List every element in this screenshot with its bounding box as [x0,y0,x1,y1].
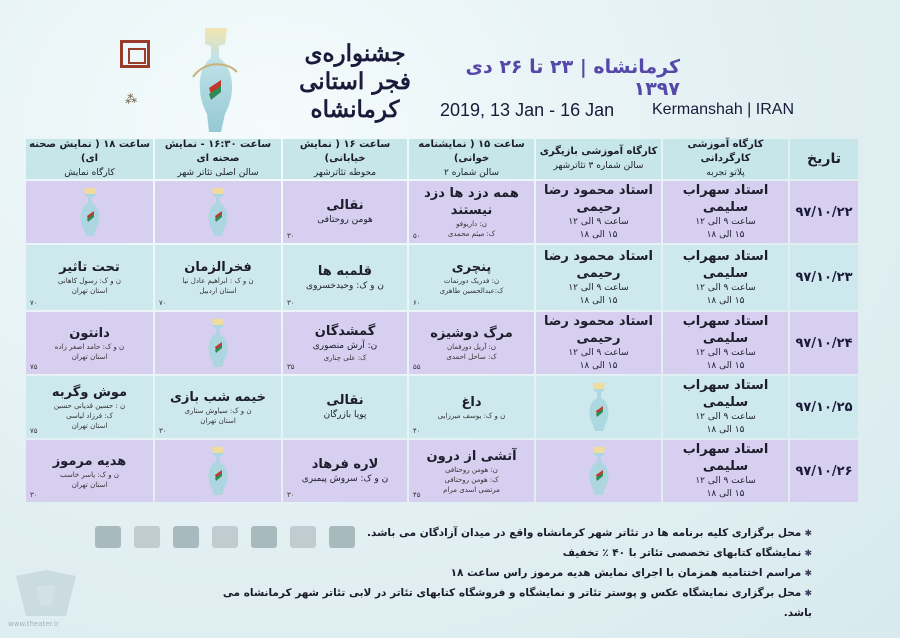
column-header-street: ساعت ۱۶ ( نمایش خیابانی) محوطه تئاترشهر [283,139,407,179]
column-header-stage-1630: ساعت ۱۶:۳۰ - نمایش صحنه ای سالن اصلی تئاتر شهر [155,139,281,179]
statue-icon [196,317,240,369]
event-detail: ن: آریل دورفمان [446,342,497,351]
city-date-persian: کرمانشاه | ۲۳ تا ۲۶ دی ۱۳۹۷ [465,56,680,100]
event-detail: ک: ساحل احمدی [446,352,497,361]
street-show-cell [283,376,407,438]
event-title: خیمه شب بازی [169,389,267,405]
event-detail: استان تهران [71,480,108,489]
location-english: Kermanshah | IRAN [652,101,794,118]
event-code: ۵۰ [413,232,421,240]
event-code: ۴۵ [413,491,421,499]
event-title: استاد سهراب سلیمی [682,442,769,474]
event-code: ۷۵ [30,363,38,371]
event-title: استاد سهراب سلیمی [682,248,769,281]
event-title: مرگ دوشیزه [430,325,513,341]
event-code: ۳۰ [159,427,167,435]
column-header-directing: کارگاه آموزشی کارگردانی پلاتو تجربه [663,139,788,179]
event-detail: ن: فدریک دورنمات [443,277,500,285]
event-detail: استان اردبیل [199,287,237,295]
event-title: نقالی [326,393,364,408]
event-title: استاد محمود رضا رحیمی [543,314,654,346]
event-detail: ساعت ۹ الی ۱۲ [568,348,629,358]
event-detail: ن و ک: سیاوش ستاری [184,406,252,415]
event-detail: ۱۵ الی ۱۸ [706,230,745,240]
event-title: استاد سهراب سلیمی [682,183,769,215]
event-detail: ن: داریوفو [456,220,487,228]
statue-icon [196,445,240,497]
event-detail: ن : حسین قدیانی حسین [53,401,126,410]
play-reading-cell [409,440,534,502]
directing-workshop-cell [663,181,788,243]
sponsor-logo [173,526,199,548]
stage-show-18-cell [26,312,153,374]
event-detail: ۱۵ الی ۱۸ [579,230,618,240]
watermark-site: www.theater.ir [8,620,59,628]
event-title: داغ [461,394,482,410]
date-cell: ۹۷/۱۰/۲۶ [790,440,858,502]
event-code: ۶۰ [413,299,421,307]
event-code: ۷۵ [30,427,38,435]
event-detail: ۱۵ الی ۱۸ [579,361,618,371]
acting-workshop-cell [536,312,661,374]
event-title: دانتون [69,325,110,341]
event-detail: ک: علی چناری [323,354,367,362]
event-code: ۳۰ [287,299,295,307]
column-header-reading: ساعت ۱۵ ( نمایشنامه خوانی) سالن شماره ۲ [409,139,534,179]
event-detail: ۱۵ الی ۱۸ [579,295,618,306]
event-detail: ن و ک: رسول کاهانی [57,277,122,285]
event-detail: ن و ک: وحیدخسروی [306,280,384,291]
event-detail: استان تهران [200,416,236,425]
directing-workshop-cell [663,376,788,438]
directing-workshop-cell [663,440,788,502]
festival-logo [120,40,150,68]
festival-title: جشنواره‌ی فجر استانی کرمانشاه [299,40,411,123]
stage-show-1630-cell [155,376,281,438]
notes-list [200,524,812,623]
event-detail: ساعت ۹ الی ۱۲ [695,412,756,422]
event-title: استاد محمود رضا رحیمی [543,183,654,215]
note-item: ✱ مراسم اختتامیه همزمان با اجرای نمایش هدیه مرموز راس ساعت ۱۸ [200,564,812,584]
event-code: ۳۵ [287,363,295,371]
event-code: ۴۰ [413,427,421,435]
play-reading-cell [409,181,534,243]
event-detail: ۱۵ الی ۱۸ [706,489,745,499]
event-title: استاد محمود رضا رحیمی [543,248,654,281]
play-reading-cell [409,312,534,374]
event-detail: ن: هومن روحتافی [445,465,498,474]
event-detail: ۱۵ الی ۱۸ [706,425,745,435]
event-detail: ساعت ۹ الی ۱۲ [695,348,756,358]
calligraphy-logo: ⁂ [123,91,138,107]
event-title: تحت تاثیر [59,260,120,275]
event-detail: ساعت ۹ الی ۱۲ [568,282,629,293]
event-detail: استان تهران [71,287,108,295]
event-detail: ۱۵ الی ۱۸ [706,361,745,371]
event-detail: مرتضی اسدی مرام [443,485,500,494]
event-code: ۵۵ [413,363,421,371]
event-detail: ک: هومن روحتافی [444,475,499,484]
event-code: ۳۰ [287,232,295,240]
event-title: گمشدگان [314,324,376,339]
schedule-table [29,139,858,516]
event-detail: ن و ک: یاسر خاسب [59,470,120,479]
event-title: همه دزد ها دزد نیستند [424,186,519,218]
date-cell: ۹۷/۱۰/۲۵ [790,376,858,438]
statue-icon [577,381,621,433]
play-reading-cell [409,376,534,438]
event-detail: ساعت ۹ الی ۱۲ [695,282,756,293]
event-code: ۷۰ [159,299,167,307]
column-header-date: تاریخ [790,139,858,179]
event-detail: استان تهران [71,352,108,361]
event-detail: ن و ک: یوسف میرزایی [437,411,506,420]
event-detail: ساعت ۹ الی ۱۲ [568,217,629,227]
street-show-cell [283,245,407,310]
event-detail: ن و ک: حامد اصغر زاده [54,342,125,351]
statue-icon [68,186,112,238]
event-code: ۳۰ [30,491,38,499]
event-detail: ساعت ۹ الی ۱۲ [695,476,756,486]
note-item: ✱ نمایشگاه کتابهای تخصصی تئاتر با ۴۰ ٪ تخفیف [200,544,812,564]
date-cell: ۹۷/۱۰/۲۴ [790,312,858,374]
event-title: قلمبه ها [317,263,373,279]
event-title: استاد سهراب سلیمی [682,314,769,346]
event-detail: هومن روحتافی [317,215,373,225]
stage-show-18-cell [26,376,153,438]
event-title: فخرالزمان [184,260,252,275]
statue-icon [577,445,621,497]
stage-show-1630-cell [155,245,281,310]
note-item: ✱ محل برگزاری نمایشگاه عکس و پوستر تئاتر و نمایشگاه و فروشگاه کتابهای تئاتر در لابی تئاتر شهر کرمانشاه می باشد. [200,584,812,623]
sponsor-logo [95,526,121,548]
acting-workshop-cell [536,376,661,438]
date-english: 2019, 13 Jan - 16 Jan [440,100,615,120]
event-detail: ک: فرزاد لیاسی [66,411,113,420]
statue-trophy-icon [175,22,255,137]
event-detail: ن و ک : ابراهیم عادل نیا [182,277,254,285]
event-title: استاد سهراب سلیمی [682,378,769,410]
event-title: آتشی از درون [426,448,517,464]
stage-show-1630-cell [155,440,281,502]
event-title: هدیه مرموز [52,453,127,469]
statue-icon [196,186,240,238]
acting-workshop-cell [536,245,661,310]
event-detail: ن و ک: سروش پیمبری [301,474,389,484]
event-title: لاره فرهاد [311,457,379,472]
note-item: ✱ محل برگزاری کلیه برنامه ها در تئاتر شهر کرمانشاه واقع در میدان آزادگان می باشد. [200,524,812,544]
date-cell: ۹۷/۱۰/۲۲ [790,181,858,243]
event-detail: ک:عبدالحسین طاهری [439,287,504,295]
event-code: ۳۰ [287,491,295,499]
theater-site-watermark-icon [6,566,86,628]
event-detail: ن: آرش منصوری [312,341,378,351]
street-show-cell [283,181,407,243]
acting-workshop-cell [536,440,661,502]
acting-workshop-cell [536,181,661,243]
event-detail: ک: میثم محمدی [447,230,496,238]
column-header-stage-18: ساعت ۱۸ ( نمایش صحنه ای) کارگاه نمایش [26,139,153,179]
event-detail: استان تهران [71,421,108,430]
street-show-cell [283,312,407,374]
event-title: پنچری [451,260,492,275]
event-detail: پویا بازرگان [323,410,367,420]
event-title: موش وگربه [51,384,128,400]
street-show-cell [283,440,407,502]
stage-show-18-cell [26,181,153,243]
event-detail: ساعت ۹ الی ۱۲ [695,217,756,227]
play-reading-cell [409,245,534,310]
directing-workshop-cell [663,245,788,310]
sponsor-logo [134,526,160,548]
date-cell: ۹۷/۱۰/۲۳ [790,245,858,310]
stage-show-18-cell [26,245,153,310]
column-header-acting: کارگاه آموزشی بازیگری سالن شماره ۳ تئاترشهر [536,139,661,179]
header [0,0,900,138]
stage-show-1630-cell [155,181,281,243]
event-code: ۷۰ [30,299,38,307]
event-title: نقالی [326,198,364,213]
event-detail: ۱۵ الی ۱۸ [706,295,745,306]
stage-show-1630-cell [155,312,281,374]
stage-show-18-cell [26,440,153,502]
directing-workshop-cell [663,312,788,374]
